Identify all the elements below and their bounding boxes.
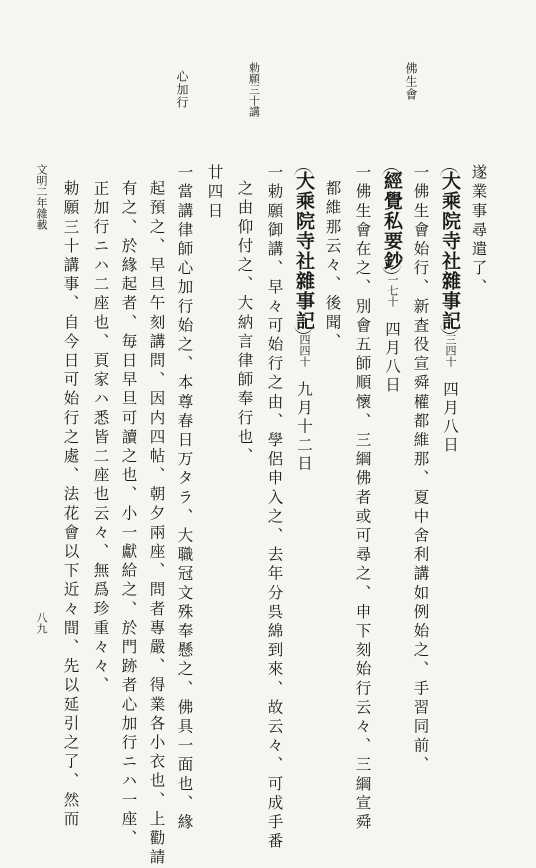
source-number: 一七十 bbox=[386, 274, 399, 307]
text-column: 都維那云々、後聞、 bbox=[323, 180, 342, 352]
text-column: 遂業事尋遣了、 bbox=[469, 164, 488, 298]
text-column: 正加行ニハ二座也、頁家ハ悉皆二座也云々、無爲珍重々々、 bbox=[91, 180, 110, 696]
source-number: 三四十 bbox=[444, 334, 457, 367]
source-date: 四月八日 bbox=[383, 321, 401, 395]
text-column: 一勅願御講、早々可始行之由、學侶申入之、去年分呉綿到來、故云々、可成手番 bbox=[265, 164, 284, 852]
running-header-entry-b: 心加行 bbox=[175, 70, 189, 109]
page-number: 八九 bbox=[35, 612, 48, 634]
source-citation bbox=[294, 168, 313, 474]
source-title: 大乘院寺社雜事記 bbox=[294, 168, 313, 334]
source-date: 九月十二日 bbox=[295, 381, 313, 474]
source-number: 四四十 bbox=[298, 334, 311, 367]
text-column: 一佛生會始行、新査役宣舜權都維那、夏中舍利講如例始之、手習同前、 bbox=[411, 164, 430, 776]
text-column: 之由仰付之、大納言律師奉行也、 bbox=[235, 180, 254, 467]
source-citation bbox=[440, 168, 459, 455]
text-column: 一佛生會在之、別會五師順懷、三綱佛者或可尋之、申下刻始行云々、三綱宣舜 bbox=[353, 164, 372, 833]
running-header-section: 佛生會 bbox=[404, 62, 418, 101]
running-header-entry-a-line1: 勅願三十 bbox=[247, 62, 261, 106]
text-column: 有之、於緣起者、毎日早旦可讀之也、小一獻給之、於門跡者心加行ニハ一座、 bbox=[119, 180, 138, 849]
source-title: 大乘院寺社雜事記 bbox=[440, 168, 459, 334]
source-title: 經覺私要鈔 bbox=[382, 168, 401, 274]
running-header-entry-a-line2: 講 bbox=[247, 106, 261, 117]
running-header-entry-a bbox=[248, 62, 260, 117]
volume-title: 文明二年雜載 bbox=[35, 164, 48, 230]
source-citation bbox=[382, 168, 401, 395]
text-column: 一當講律師心加行始之、本尊春日万タラ、大職冠文殊奉懸之、佛具一面也、緣 bbox=[175, 164, 194, 833]
source-date: 四月八日 bbox=[441, 381, 459, 455]
text-column: 起預之、早旦午刻講問、因内四帖、朝夕兩座、問者專嚴、得業各小衣也、上勸請 bbox=[147, 180, 166, 868]
date-heading: 廿四日 bbox=[205, 164, 224, 222]
text-column: 勅願三十講事、自今日可始行之處、法花會以下近々間、先以延引之了、然而 bbox=[61, 180, 80, 830]
